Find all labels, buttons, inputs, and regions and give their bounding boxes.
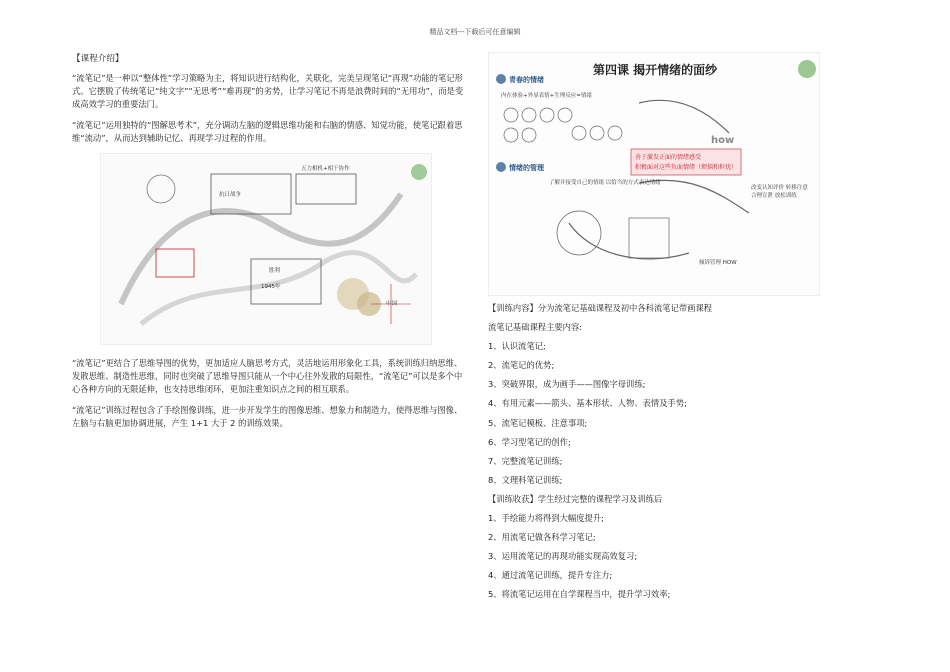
harvest-item: 2、用流笔记做各科学习笔记; xyxy=(488,532,596,543)
training-column xyxy=(488,52,818,608)
figure-label-4: 胜利 xyxy=(269,268,281,274)
course-intro-column xyxy=(72,52,467,438)
figure-red-note-2: 积极面对这些负面情绪（烦恼和担忧） xyxy=(635,164,738,171)
intro-paragraph-4: “流笔记”训练过程包含了手绘图像训练，进一步开发学生的图像思维、想象力和制造力，使得思维与图像、左脑与右脑更加协调进展，产生 1+1 大于 2 的训练效果。 xyxy=(72,405,463,428)
figure-bottom-label: 倾诉管理 HOW xyxy=(699,260,737,266)
content-item: 6、学习型笔记的创作; xyxy=(488,436,571,447)
history-flow-note-drawing xyxy=(101,154,431,344)
intro-paragraph-2: “流笔记”运用独特的“图解思考术”，充分调动左脑的逻辑思维功能和右脑的情感、知觉功能，使笔记跟着思维“流动”，从而达到辅助记忆、再现学习过程的作用。 xyxy=(72,120,463,143)
figure-label-2: 抗日战争 xyxy=(219,192,242,198)
figure-label-1: 五力相机+相干协作 xyxy=(301,166,350,172)
figure-title: 第四课 揭开情绪的面纱 xyxy=(593,63,718,77)
emotion-lesson-drawing xyxy=(489,53,819,295)
harvest-item: 1、手绘能力将得到大幅度提升; xyxy=(488,513,604,524)
figure-label-5: 1945年 xyxy=(261,284,281,290)
figure-how-label: how xyxy=(711,135,735,146)
content-item: 2、流笔记的优势; xyxy=(488,360,555,371)
harvest-item: 4、通过流笔记训练，提升专注力; xyxy=(488,570,613,581)
emotion-lesson-illustration xyxy=(488,52,820,296)
page-header-caption: 精品文档---下载后可任意编辑 xyxy=(429,28,521,36)
content-item: 7、完整流笔记训练; xyxy=(488,455,563,466)
training-content-title: 【训练内容】分为流笔记基础课程及初中各科流笔记带画课程 xyxy=(488,303,713,313)
content-item: 4、有用元素——箭头、基本形状、人物、表情及手势; xyxy=(488,398,687,409)
figure-section-youth-emotion: 青春的情绪 xyxy=(509,76,544,84)
figure-red-note-1: 善于激发正面的情绪感受 xyxy=(635,154,702,161)
figure-section-management-subtitle: 了解并接受自己的情绪 以恰当的方式表达情绪 xyxy=(549,180,661,186)
content-item: 3、突破界限，成为画手——图像字母训练; xyxy=(488,379,646,390)
course-intro-title: 【课程介绍】 xyxy=(72,54,124,64)
figure-section-youth-subtitle: 内在体验+外显表情+生理反应=情绪 xyxy=(501,93,592,99)
content-item: 1、认识流笔记; xyxy=(488,341,546,352)
figure-right-methods: 改变认知评价 转移注意 合理宣泄 放松训练 xyxy=(751,185,808,199)
training-harvest-title: 【训练收获】学生经过完整的课程学习及训练后 xyxy=(488,493,663,504)
content-item: 8、文理科笔记训练; xyxy=(488,474,563,485)
intro-paragraph-1: “流笔记”是一种以“整体性”学习策略为主，将知识进行结构化，关联化，完美呈现笔记“再现”功能的笔记形式。它摆脱了传统笔记“纯文字”“无思考”“难再现”的劣势，让学习笔记不再是浪费时间的“无用功”，而是变成高效学习的重要法门。 xyxy=(72,73,464,109)
intro-paragraph-3: “流笔记”更结合了思维导图的优势，更加适应人脑思考方式，灵活地运用形象化工具，系统训练归纳思维、发散思维、制造性思维，同时也突破了思维导图只能从一个中心往外发散的局限性，“流笔记”可以是多个中心各种方向的无限延伸，也支持思维闭环，更加注重知识点之间的相互联系。 xyxy=(72,358,463,394)
basic-course-intro: 流笔记基础课程主要内容: xyxy=(488,322,583,333)
history-flow-note-illustration xyxy=(100,153,432,345)
figure-section-emotion-management: 情绪的管理 xyxy=(509,164,544,172)
harvest-item: 5、将流笔记运用在自学课程当中，提升学习效率; xyxy=(488,589,671,600)
harvest-item: 3、运用流笔记的再现功能实现高效复习; xyxy=(488,551,638,562)
content-item: 5、流笔记模板、注意事项; xyxy=(488,417,588,428)
figure-label-3: 中国 xyxy=(386,301,398,307)
